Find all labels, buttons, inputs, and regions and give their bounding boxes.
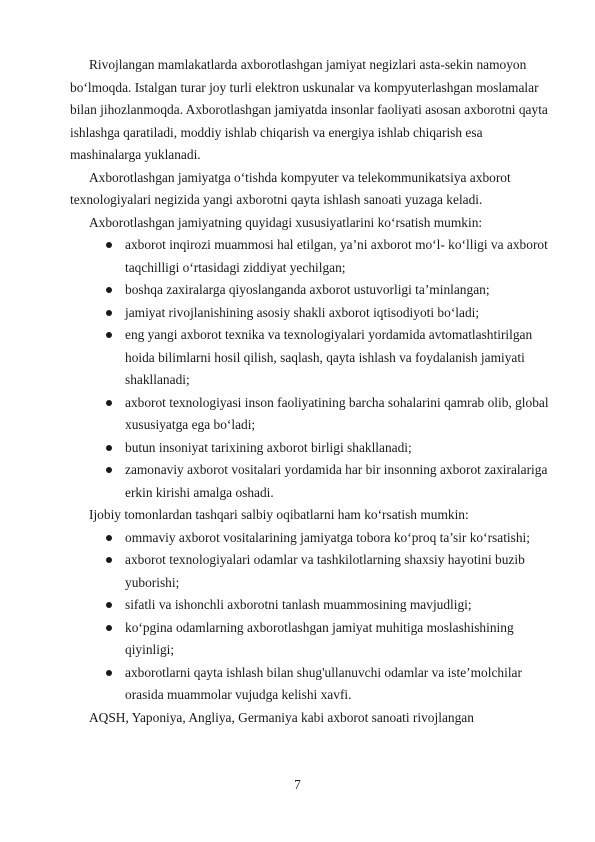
list-item: [70, 549, 554, 594]
list-item-text: jamiyat rivojlanishining asosiy shakli axborot iqtisodiyoti bo‘ladi;: [125, 304, 480, 320]
document-body: [70, 54, 554, 729]
bullet-icon: [106, 602, 112, 608]
list-item: [70, 324, 554, 392]
list-item: [70, 594, 554, 617]
list-item-text: ko‘pgina odamlarning axborotlashgan jamiyat muhitiga moslashishining qiyinligi;: [125, 619, 514, 657]
list-item-text: eng yangi axborot texnika va texnologiyalari yordamida avtomatlashtirilgan hoida bilimlarni hosil qilish, saqlash, qayta ishlash va foydalanish jamiyati shakllanadi;: [125, 327, 533, 387]
list-item: [70, 527, 554, 550]
bullet-icon: [106, 310, 112, 316]
page-number: 7: [294, 777, 301, 792]
bullet-icon: [106, 287, 112, 293]
negatives-list: [70, 527, 554, 707]
list-item-text: axborot texnologiyalari odamlar va tashkilotlarning shaxsiy hayotini buzib yuborishi;: [125, 552, 525, 590]
list-item-text: ommaviy axborot vositalarining jamiyatga tobora ko‘proq ta’sir ko‘rsatishi;: [125, 529, 530, 545]
paragraph-negatives-lead: Ijobiy tomonlardan tashqari salbiy oqibatlarni ham ko‘rsatish mumkin:: [89, 507, 469, 522]
list-item-text: axborot inqirozi muammosi hal etilgan, ya’ni axborot mo‘l- ko‘lligi va axborot taqchilligi o‘rtasidagi ziddiyat yechilgan;: [125, 237, 548, 275]
bullet-icon: [106, 670, 112, 676]
list-item: [70, 234, 554, 279]
list-item: [70, 302, 554, 325]
list-item: [70, 617, 554, 662]
list-item: [70, 392, 554, 437]
list-item-text: axborot texnologiyasi inson faoliyatining barcha sohalarini qamrab olib, global xususiyatga ega bo‘ladi;: [125, 394, 549, 432]
bullet-icon: [106, 467, 112, 473]
bullet-icon: [106, 625, 112, 631]
list-item-text: boshqa zaxiralarga qiyoslanganda axborot ustuvorligi ta’minlangan;: [125, 282, 490, 297]
bullet-icon: [106, 332, 112, 338]
list-item: [70, 662, 554, 707]
list-item-text: zamonaviy axborot vositalari yordamida har bir insonning axborot zaxiralariga erkin kirishi amalga oshadi.: [125, 462, 548, 500]
paragraph-transition: Axborotlashgan jamiyatga o‘tishda kompyuter va telekommunikatsiya axborot texnologiyalari negizida yangi axborotni qayta ishlash sanoati yuzaga keladi.: [70, 169, 511, 207]
bullet-icon: [106, 557, 112, 563]
list-item: [70, 437, 554, 460]
list-item: [70, 459, 554, 504]
bullet-icon: [106, 445, 112, 451]
list-item-text: butun insoniyat tarixining axborot birligi shakllanadi;: [125, 439, 412, 455]
bullet-icon: [106, 242, 112, 248]
list-item: [70, 279, 554, 302]
list-item-text: axborotlarni qayta ishlash bilan shug'ullanuvchi odamlar va iste’molchilar orasida muammolar vujudga kelishi xavfi.: [125, 664, 522, 702]
paragraph-features-lead: Axborotlashgan jamiyatning quyidagi xususiyatlarini ko‘rsatish mumkin:: [89, 214, 483, 230]
features-list: [70, 234, 554, 504]
bullet-icon: [106, 535, 112, 541]
bullet-icon: [106, 400, 112, 406]
list-item-text: sifatli va ishonchli axborotni tanlash muammosining mavjudligi;: [125, 597, 472, 612]
paragraph-intro: Rivojlangan mamlakatlarda axborotlashgan jamiyat negizlari asta-sekin namoyon bo‘lmoqda. Istalgan turar joy turli elektron uskunalar va kompyuterlashgan moslamalar bilan jihozlanmoqda. Axborotlashgan jamiyatda insonlar faoliyati asosan axborotni qayta ishlashga qaratiladi, moddiy ishlab chiqarish va energiya ishlab chiqarish esa mashinalarga yuklanadi.: [70, 57, 548, 162]
paragraph-closing: AQSH, Yaponiya, Angliya, Germaniya kabi axborot sanoati rivojlangan: [89, 709, 474, 725]
